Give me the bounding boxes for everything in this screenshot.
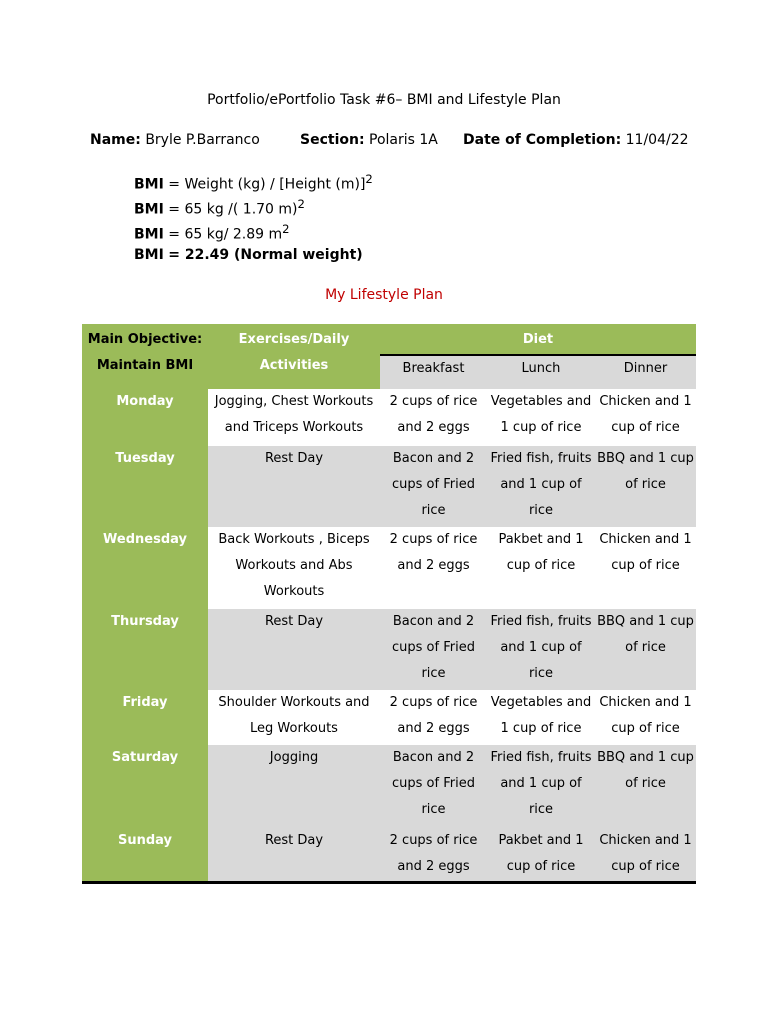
exercise-cell: Jogging, Chest Workouts and Triceps Workouts [208, 389, 380, 446]
bmi-formula: = Weight (kg) / [Height (m)] [168, 176, 366, 193]
name-label: Name: [90, 132, 141, 148]
bmi-label: BMI [134, 176, 164, 193]
objective-line-2: Maintain BMI [96, 358, 194, 373]
breakfast-cell: Bacon and 2 cups of Fried rice [380, 609, 487, 690]
exercise-cell: Jogging [208, 745, 380, 828]
bmi-calculation-line [134, 222, 290, 243]
lunch-cell: Fried fish, fruits and 1 cup of rice [487, 446, 595, 527]
section-value: Polaris 1A [369, 132, 438, 148]
exercise-cell: Rest Day [208, 609, 380, 690]
objective-line-1: Main Objective: [87, 332, 203, 347]
dinner-cell: Chicken and 1 cup of rice [595, 527, 696, 609]
breakfast-cell: 2 cups of rice and 2 eggs [380, 389, 487, 446]
bmi-calculation: = 65 kg/ 2.89 m [168, 226, 283, 243]
bmi-label: BMI [134, 226, 164, 243]
name-field [90, 132, 260, 148]
dinner-cell: Chicken and 1 cup of rice [595, 389, 696, 446]
table-row [82, 527, 696, 609]
section-field [300, 132, 438, 148]
breakfast-cell: 2 cups of rice and 2 eggs [380, 690, 487, 745]
section-label: Section: [300, 132, 365, 148]
table-row [82, 609, 696, 690]
lifestyle-plan-title: My Lifestyle Plan [325, 287, 443, 303]
breakfast-cell: 2 cups of rice and 2 eggs [380, 527, 487, 609]
dinner-header: Dinner [595, 355, 696, 389]
dinner-cell: BBQ and 1 cup of rice [595, 609, 696, 690]
day-cell: Monday [82, 389, 208, 446]
lunch-cell: Pakbet and 1 cup of rice [487, 828, 595, 883]
bmi-substitution-sup: 2 [297, 197, 305, 211]
bmi-formula-sup: 2 [365, 172, 373, 186]
date-label: Date of Completion: [463, 132, 622, 148]
breakfast-cell: Bacon and 2 cups of Fried rice [380, 446, 487, 527]
table-row [82, 389, 696, 446]
dinner-cell: Chicken and 1 cup of rice [595, 828, 696, 883]
bmi-substitution-line [134, 197, 305, 218]
table-row [82, 690, 696, 745]
lunch-cell: Pakbet and 1 cup of rice [487, 527, 595, 609]
diet-header: Diet [380, 326, 696, 355]
exercises-header: Exercises/Daily Activities [208, 326, 380, 389]
lunch-cell: Vegetables and 1 cup of rice [487, 389, 595, 446]
date-value: 11/04/22 [625, 132, 689, 148]
main-objective-header [82, 326, 208, 389]
day-cell: Thursday [82, 609, 208, 690]
lunch-cell: Vegetables and 1 cup of rice [487, 690, 595, 745]
lunch-cell: Fried fish, fruits and 1 cup of rice [487, 609, 595, 690]
exercise-cell: Rest Day [208, 446, 380, 527]
dinner-cell: Chicken and 1 cup of rice [595, 690, 696, 745]
breakfast-cell: 2 cups of rice and 2 eggs [380, 828, 487, 883]
bmi-label: BMI [134, 247, 164, 263]
day-cell: Friday [82, 690, 208, 745]
table-row [82, 446, 696, 527]
bmi-calculation-sup: 2 [282, 222, 290, 236]
dinner-cell: BBQ and 1 cup of rice [595, 745, 696, 828]
document-title: Portfolio/ePortfolio Task #6– BMI and Lifestyle Plan [207, 92, 561, 108]
lifestyle-plan-table [82, 324, 696, 884]
exercise-cell: Back Workouts , Biceps Workouts and Abs Workouts [208, 527, 380, 609]
day-cell: Wednesday [82, 527, 208, 609]
name-value: Bryle P.Barranco [145, 132, 260, 148]
bmi-label: BMI [134, 201, 164, 218]
dinner-cell: BBQ and 1 cup of rice [595, 446, 696, 527]
lunch-header: Lunch [487, 355, 595, 389]
lunch-cell: Fried fish, fruits and 1 cup of rice [487, 745, 595, 828]
day-cell: Tuesday [82, 446, 208, 527]
day-cell: Sunday [82, 828, 208, 883]
bmi-result-line [134, 247, 363, 263]
date-field [463, 132, 689, 148]
table-row [82, 828, 696, 883]
table-row [82, 745, 696, 828]
bmi-substitution: = 65 kg /( 1.70 m) [168, 201, 298, 218]
exercise-cell: Shoulder Workouts and Leg Workouts [208, 690, 380, 745]
breakfast-cell: Bacon and 2 cups of Fried rice [380, 745, 487, 828]
exercise-cell: Rest Day [208, 828, 380, 883]
bmi-formula-line [134, 172, 373, 193]
day-cell: Saturday [82, 745, 208, 828]
bmi-result: = 22.49 (Normal weight) [168, 247, 363, 263]
breakfast-header: Breakfast [380, 355, 487, 389]
